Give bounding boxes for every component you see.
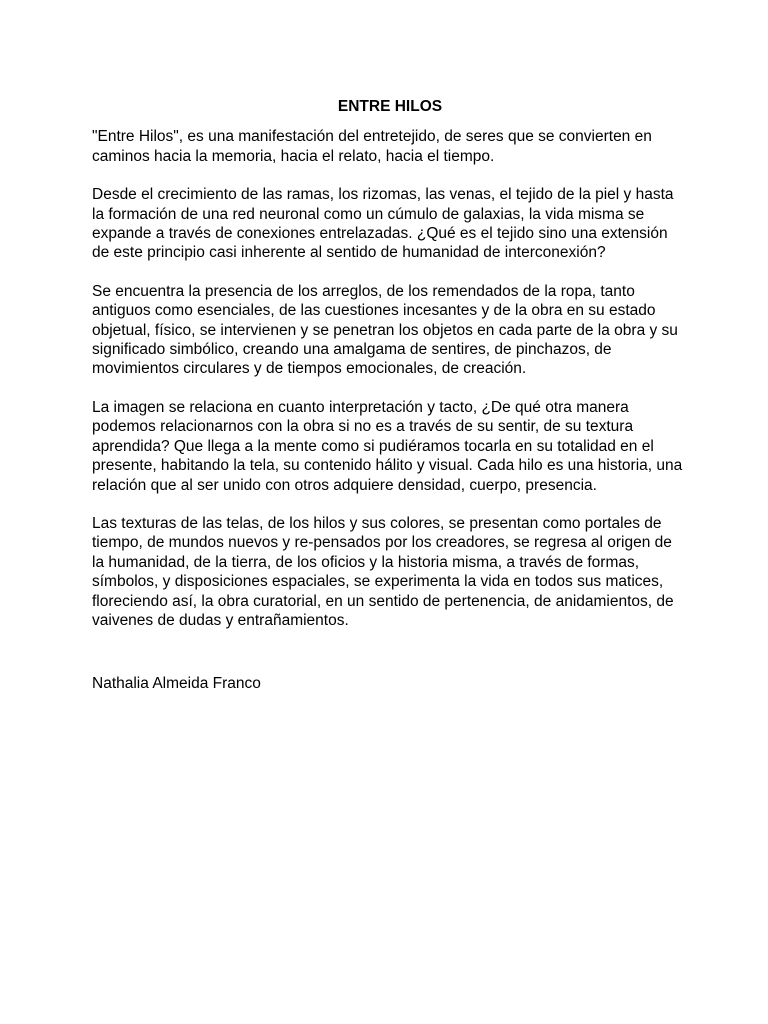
paragraph-3: Se encuentra la presencia de los arreglos, de los remendados de la ropa, tanto antiguos como esenciales, de las cuestiones incesantes y de la obra en su estado objetual, físico, se intervienen y se penetran los objetos en cada parte de la obra y su significado simbólico, creando una amalgama de sentires, de pinchazos, de movimientos circulares y de tiempos emocionales, de creación.: [92, 282, 678, 378]
paragraph-1: "Entre Hilos", es una manifestación del entretejido, de seres que se convierten en caminos hacia la memoria, hacia el relato, hacia el tiempo.: [92, 128, 652, 165]
author-signature: Nathalia Almeida Franco: [92, 675, 261, 693]
document-title: ENTRE HILOS: [337, 98, 443, 115]
paragraph-2: Desde el crecimiento de las ramas, los rizomas, las venas, el tejido de la piel y hasta la formación de una red neuronal como un cúmulo de galaxias, la vida misma se expande a través de conexiones entrelazadas. ¿Qué es el tejido sino una extensión de este principio casi inherente al sentido de humanidad de interconexión?: [92, 186, 674, 262]
paragraph-5: Las texturas de las telas, de los hilos y sus colores, se presentan como portales de tiempo, de mundos nuevos y re-pensados por los creadores, se regresa al origen de la humanidad, de la tierra, de los oficios y la historia misma, a través de formas, símbolos, y disposiciones espaciales, se experimenta la vida en todos sus matices, floreciendo así, la obra curatorial, en un sentido de pertenencia, de anidamientos, de vaivenes de dudas y entrañamientos.: [92, 514, 674, 629]
paragraph-4: La imagen se relaciona en cuanto interpretación y tacto, ¿De qué otra manera podemos relacionarnos con la obra si no es a través de su sentir, de su textura aprendida? Que llega a la mente como si pudiéramos tocarla en su totalidad en el presente, habitando la tela, su contenido hálito y visual. Cada hilo es una historia, una relación que al ser unido con otros adquiere densidad, cuerpo, presencia.: [92, 398, 683, 494]
